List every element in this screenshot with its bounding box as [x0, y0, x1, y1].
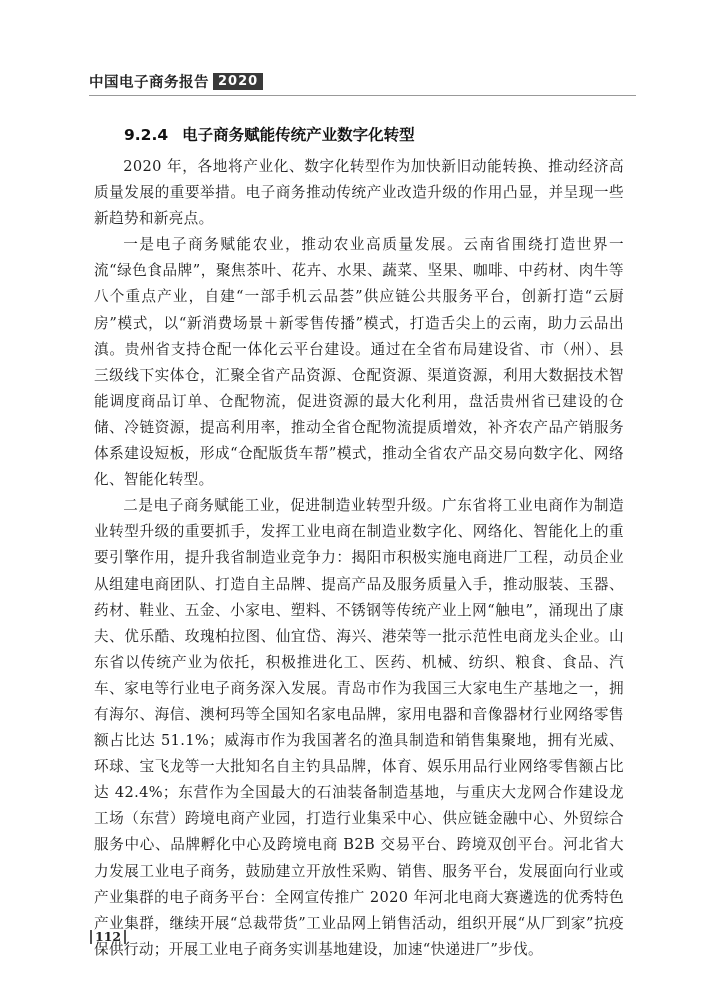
section-title: 电子商务赋能传统产业数字化转型: [182, 126, 415, 144]
year-badge: 2020: [213, 73, 263, 90]
section-number: 9.2.4: [124, 126, 169, 144]
header-divider: [89, 95, 636, 96]
paragraph-agriculture: 一是电子商务赋能农业，推动农业高质量发展。云南省围绕打造世界一流“绿色食品牌”，聚焦茶叶、花卉、水果、蔬菜、坚果、咖啡、中药材、肉牛等八个重点产业，自建“一部手机云品荟”供应链公共服务平台，创新打造“云厨房”模式，以“新消费场景＋新零售传播”模式，打造舌尖上的云南，助力云品出滇。贵州省支持仓配一体化云平台建设。通过在全省布局建设省、市（州）、县三级线下实体仓，汇聚全省产品资源、仓配资源、渠道资源，利用大数据技术智能调度商品订单、仓配物流，促进资源的最大化利用，盘活贵州省已建设的仓储、冷链资源，提高利用率，推动全省仓配物流提质增效，补齐农产品产销服务体系建设短板，形成“仓配版货车帮”模式，推动全省农产品交易向数字化、网络化、智能化转型。: [94, 236, 624, 489]
page-number: 112: [90, 930, 126, 944]
body-text: [94, 154, 624, 963]
running-header: [89, 71, 263, 91]
report-title: 中国电子商务报告: [89, 74, 209, 91]
section-heading: [124, 124, 624, 146]
paragraph-industry: 二是电子商务赋能工业，促进制造业转型升级。广东省将工业电商作为制造业转型升级的重要抓手，发挥工业电商在制造业数字化、网络化、智能化上的重要引擎作用，提升我省制造业竞争力：揭阳市积极实施电商进厂工程，动员企业从组建电商团队、打造自主品牌、提高产品及服务质量入手，推动服装、玉器、药材、鞋业、五金、小家电、塑料、不锈钢等传统产业上网“触电”，涌现出了康夫、优乐酷、玫瑰柏拉图、仙宜岱、海兴、港荣等一批示范性电商龙头企业。山东省以传统产业为依托，积极推进化工、医药、机械、纺织、粮食、食品、汽车、家电等行业电子商务深入发展。青岛市作为我国三大家电生产基地之一，拥有海尔、海信、澳柯玛等全国知名家电品牌，家用电器和音像器材行业网络零售额占比达 51.1%；威海市作为我国著名的渔具制造和销售集聚地，拥有光威、环球、宝飞龙等一大批知名自主钓具品牌，体育、娱乐用品行业网络零售额占比达 42.4%；东营作为全国最大的石油装备制造基地，与重庆大龙网合作建设龙工场（东营）跨境电商产业园，打造行业集采中心、供应链金融中心、外贸综合服务中心、品牌孵化中心及跨境电商 B2B 交易平台、跨境双创平台。河北省大力发展工业电子商务，鼓励建立开放性采购、销售、服务平台，发展面向行业或产业集群的电子商务平台：全网宣传推广 2020 年河北电商大赛遴选的优秀特色产业集群，继续开展“总裁带货”工业品网上销售活动，组织开展“从厂到家”抗疫保供行动；开展工业电子商务实训基地建设，加速“快递进厂”步伐。: [94, 497, 624, 958]
paragraph-intro: 2020 年，各地将产业化、数字化转型作为加快新旧动能转换、推动经济高质量发展的重要举措。电子商务推动传统产业改造升级的作用凸显，并呈现一些新趋势和新亮点。: [94, 158, 624, 228]
